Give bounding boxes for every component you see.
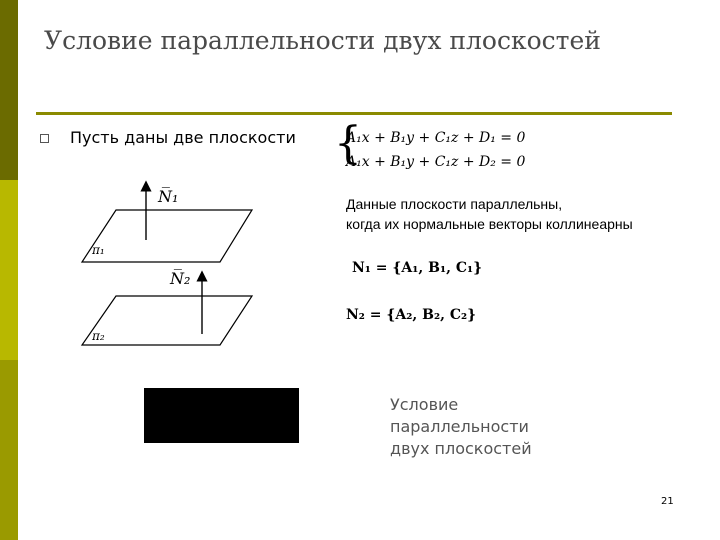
brace-icon: { — [334, 118, 362, 169]
note-line-1: Данные плоскости параллельны, — [346, 196, 563, 212]
plane-equation-2: A₁x + B₁y + C₁z + D₂ = 0 — [346, 154, 526, 170]
caption-line-2: параллельности — [390, 417, 529, 436]
note-line-2: когда их нормальные векторы коллинеарны — [346, 216, 633, 232]
page-number: 21 — [661, 496, 674, 507]
plane-label-1: π₁ — [92, 243, 105, 257]
caption-line-1: Условие — [390, 395, 459, 414]
normal-vector-2: N₂ = {A₂, B₂, C₂} — [346, 307, 477, 323]
plane-2 — [82, 296, 252, 345]
normal-vector-1: N₁ = {A₁, B₁, C₁} — [352, 260, 483, 276]
bullet-text: Пусть даны две плоскости — [70, 128, 296, 147]
caption-line-3: двух плоскостей — [390, 439, 532, 458]
plane-label-2: π₂ — [92, 329, 105, 343]
caption — [390, 394, 532, 460]
plane-equation-1: A₁x + B₁y + C₁z + D₁ = 0 — [346, 130, 526, 146]
black-image-placeholder — [144, 388, 299, 443]
vector-label-1: N̅₁ — [158, 187, 179, 206]
plane-1 — [82, 210, 252, 262]
vector-label-2: N̅₂ — [170, 269, 191, 288]
slide-title: Условие параллельности двух плоскостей — [44, 26, 601, 55]
